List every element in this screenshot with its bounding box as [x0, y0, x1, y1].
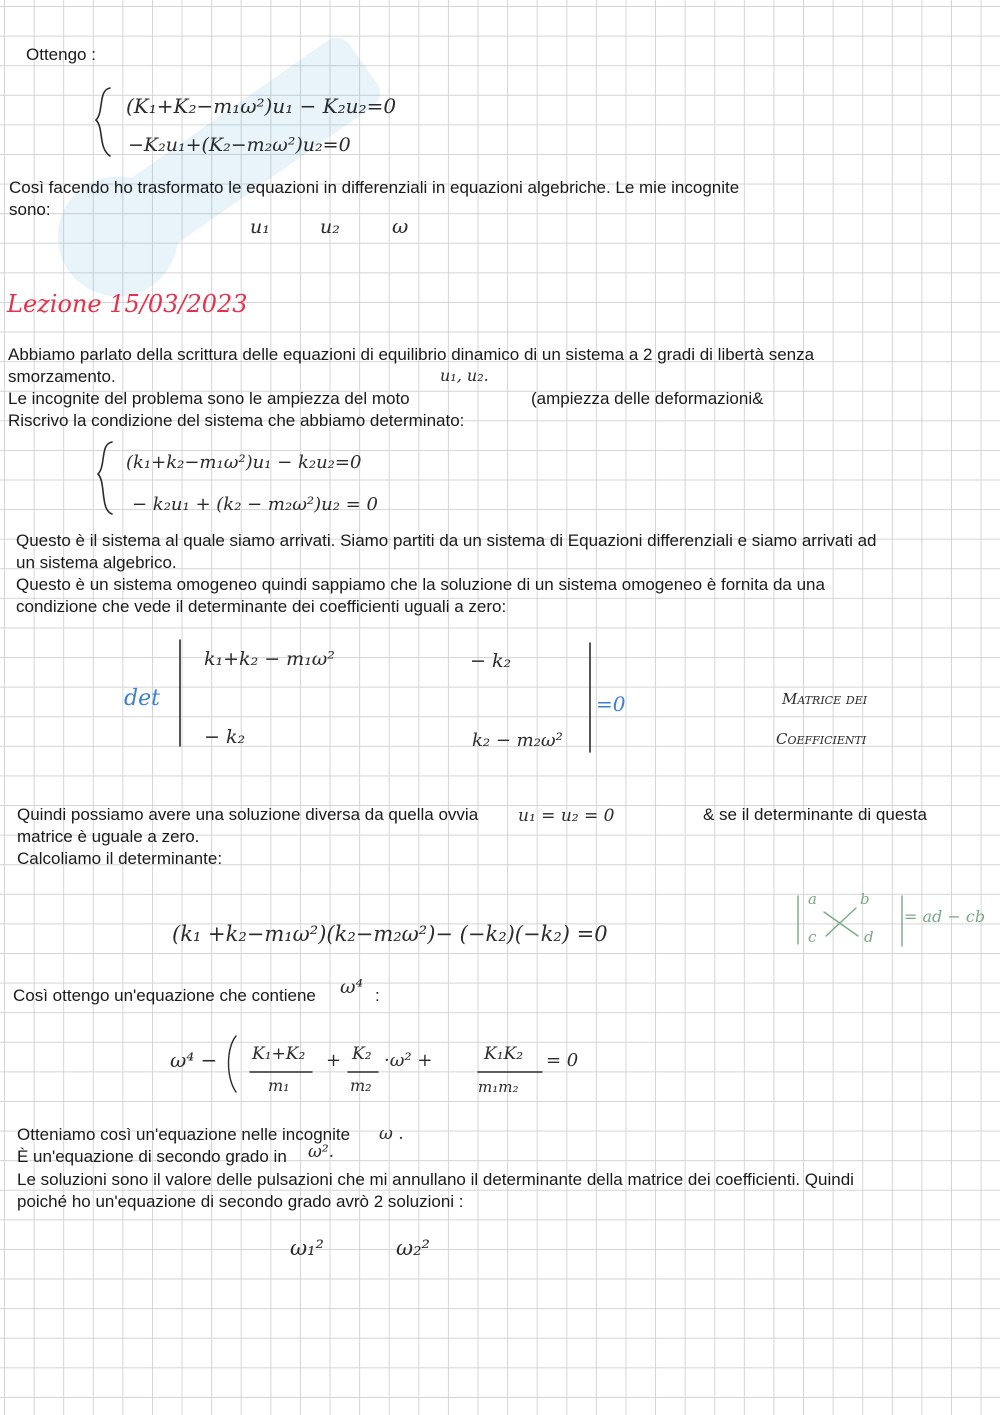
colon: : — [375, 986, 380, 1005]
equation-line-1: (k₁+k₂−m₁ω²)u₁ − k₂u₂=0 — [126, 452, 362, 473]
det-label: det — [124, 686, 160, 711]
mnemonic-d: d — [864, 928, 874, 946]
paragraph-line: matrice è uguale a zero. — [17, 827, 200, 846]
omega-four: ω⁴ — [340, 976, 364, 998]
fraction-numerator: K₁+K₂ — [252, 1044, 306, 1064]
paragraph-line: smorzamento. — [8, 367, 116, 386]
mnemonic-result: = ad − cb — [904, 907, 986, 926]
unknown-u1: u₁ — [250, 216, 270, 238]
paragraph-line: Le incognite del problema sono le ampiezza del moto — [8, 389, 410, 408]
paragraph-line: Quindi possiamo avere una soluzione diversa da quella ovvia — [17, 805, 479, 824]
paragraph-line: Riscrivo la condizione del sistema che abbiamo determinato: — [8, 411, 465, 430]
paragraph-line: & se il determinante di questa — [703, 805, 927, 824]
unknown-omega: ω — [392, 214, 409, 238]
equation-line-1: (K₁+K₂−m₁ω²)u₁ − K₂u₂=0 — [126, 94, 397, 118]
equation-line-2: − k₂u₁ + (k₂ − m₂ω²)u₂ = 0 — [132, 494, 378, 515]
omega-square-term: ·ω² + — [384, 1050, 433, 1071]
mnemonic-b: b — [860, 890, 870, 908]
det-equals-zero: =0 — [596, 692, 626, 716]
matrix-a11: k₁+k₂ − m₁ω² — [204, 648, 335, 670]
fraction-numerator: K₁K₂ — [484, 1044, 524, 1064]
paragraph-line: Abbiamo parlato della scrittura delle equazioni di equilibrio dinamico di un sistema a 2 gradi di libertà senza — [8, 345, 815, 364]
paragraph-line: (ampiezza delle deformazioni& — [531, 389, 764, 408]
paragraph-line: poiché ho un'equazione di secondo grado avrò 2 soluzioni : — [17, 1192, 464, 1211]
mnemonic-c: c — [808, 928, 817, 946]
matrix-note: Coefficienti — [776, 730, 867, 748]
paragraph-line: un sistema algebrico. — [16, 553, 177, 572]
fraction-denominator: m₁ — [268, 1076, 290, 1095]
paragraph-line: Questo è il sistema al quale siamo arrivati. Siamo partiti da un sistema di Equazioni differenziali e siamo arrivati ad — [16, 531, 877, 550]
omega-square-inline: ω². — [308, 1142, 335, 1162]
matrix-a22: k₂ − m₂ω² — [472, 730, 563, 751]
paragraph-line: Così facendo ho trasformato le equazioni in differenziali in equazioni algebriche. Le mie incognite — [9, 178, 740, 197]
paragraph-line: condizione che vede il determinante dei coefficienti uguali a zero: — [16, 597, 507, 616]
quartic-lead: ω⁴ − — [170, 1048, 218, 1072]
omega-inline: ω . — [379, 1124, 404, 1144]
matrix-a21: − k₂ — [204, 726, 246, 748]
matrix-a12: − k₂ — [470, 650, 512, 672]
matrix-note: Matrice dei — [782, 690, 868, 708]
equation-line-2: −K₂u₁+(K₂−m₂ω²)u₂=0 — [128, 134, 351, 156]
paragraph-line: Così ottengo un'equazione che contiene — [13, 986, 316, 1005]
handwritten-unknowns: u₁, u₂. — [440, 366, 489, 385]
unknown-u2: u₂ — [320, 216, 340, 238]
trivial-solution: u₁ = u₂ = 0 — [518, 806, 615, 826]
fraction-denominator: m₁m₂ — [478, 1078, 519, 1096]
plus-sign: + — [326, 1050, 342, 1071]
lesson-heading: Lezione 15/03/2023 — [7, 290, 248, 318]
solution-omega1: ω₁² — [290, 1236, 324, 1260]
equals-zero: = 0 — [546, 1050, 579, 1071]
mnemonic-a: a — [808, 890, 817, 908]
fraction-denominator: m₂ — [350, 1076, 372, 1095]
intro-text: Ottengo : — [26, 45, 96, 64]
paragraph-line: È un'equazione di secondo grado in — [17, 1147, 287, 1166]
paragraph-line: Questo è un sistema omogeneo quindi sappiamo che la soluzione di un sistema omogeneo è fornita da una — [16, 575, 825, 594]
solution-omega2: ω₂² — [396, 1236, 430, 1260]
paragraph-line: Calcoliamo il determinante: — [17, 849, 223, 868]
paragraph-line: sono: — [9, 200, 51, 219]
paragraph-line: Otteniamo così un'equazione nelle incognite — [17, 1125, 351, 1144]
determinant-expansion: (k₁ +k₂−m₁ω²)(k₂−m₂ω²)− (−k₂)(−k₂) =0 — [172, 922, 608, 946]
fraction-numerator: K₂ — [352, 1044, 372, 1064]
paragraph-line: Le soluzioni sono il valore delle pulsazioni che mi annullano il determinante della matrice dei coefficienti. Quindi — [17, 1170, 854, 1189]
